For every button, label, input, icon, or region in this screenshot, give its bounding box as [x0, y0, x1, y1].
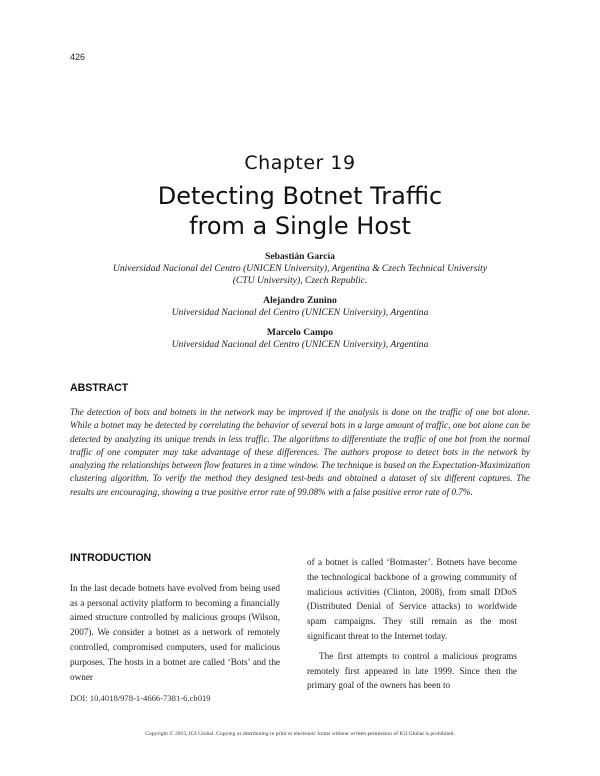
intro-paragraph: The first attempts to control a malicious programs remotely first appeared in late 1999. Since then the primary goal of the owners has been to — [307, 650, 517, 691]
doi-label: DOI: 10.4018/978-1-4666-7381-6.ch019 — [70, 693, 211, 703]
copyright-notice: Copyright © 2015, IGI Global. Copying or distributing in print or electronic forms without written permission of IGI Global is prohibited. — [145, 731, 455, 737]
abstract-heading: ABSTRACT — [70, 382, 129, 394]
chapter-title — [0, 181, 600, 241]
intro-paragraph: In the last decade botnets have evolved from being used as a personal activity platform to becoming a financially aimed structure controlled by malicious groups (Wilson, 2007). We consider a botnet as a network of remotely controlled, compromised computers, used for malicious purposes. The hosts in a botnet are called ‘Bots’ and the owner — [70, 582, 280, 682]
intro-right-column — [307, 555, 517, 693]
author-campo — [70, 327, 530, 351]
author-affiliation-continued: (CTU University), Czech Republic. — [232, 275, 368, 286]
intro-left-column — [70, 551, 280, 684]
intro-paragraph: of a botnet is called ‘Botmaster’. Botnets have become the technological backbone of a growing community of malicious activities (Clinton, 2008), from small DDoS (Distributed Denial of Service attacks) to worldwide spam campaigns. They still remain as the most significant threat to the Internet today. — [307, 557, 517, 641]
chapter-title-line-2: from a Single Host — [189, 212, 411, 240]
abstract-text: The detection of bots and botnets in the network may be improved if the analysis is done on the traffic of one bot alone. While a botnet may be detected by correlating the behavior of several bots in a large amount of traffic, one bot alone can be detected by analyzing its unique trends in less traffic. The algorithms to differentiate the traffic of one bot from the normal traffic of one computer may take advantage of these differences. The authors propose to detect bots in the network by analyzing the relationships between flow features in a time window. The technique is based on the Expectation-Maximization clustering algorithm. To verify the method they designed test-beds and obtained a dataset of six different captures. The results are encouraging, showing a true positive error rate of 99.08% with a false positive error rate of 0.7%. — [70, 407, 530, 497]
author-affiliation: Universidad Nacional del Centro (UNICEN University), Argentina — [171, 307, 429, 318]
author-name: Alejandro Zunino — [263, 295, 337, 306]
author-name: Sebastián García — [265, 251, 335, 262]
author-affiliation: Universidad Nacional del Centro (UNICEN University), Argentina — [171, 339, 429, 350]
author-block — [70, 251, 530, 359]
author-name: Marcelo Campo — [266, 327, 334, 338]
introduction-heading: INTRODUCTION — [70, 552, 152, 564]
author-zunino — [70, 295, 530, 319]
author-garcia — [70, 251, 530, 287]
chapter-label: Chapter 19 — [244, 152, 356, 174]
author-affiliation: Universidad Nacional del Centro (UNICEN University), Argentina & Czech Technical University — [112, 263, 488, 274]
chapter-title-line-1: Detecting Botnet Traffic — [157, 182, 443, 210]
page-number: 426 — [70, 52, 86, 62]
